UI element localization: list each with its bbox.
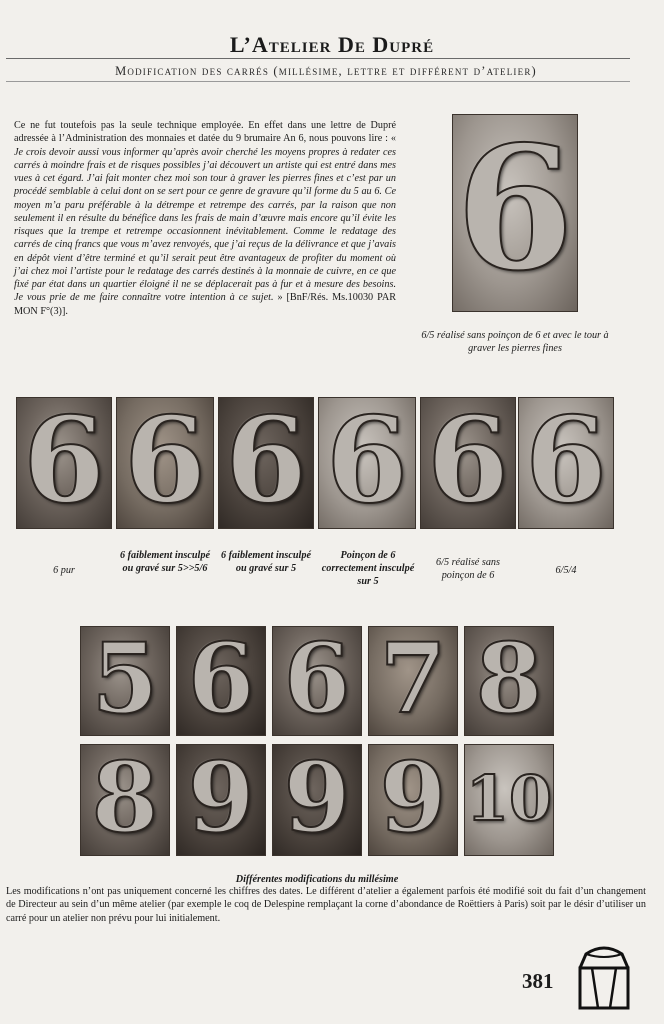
die-photo-digit-10	[464, 744, 554, 856]
die-digit: 9	[283, 744, 351, 855]
subtitle-rule	[6, 81, 630, 82]
die-photo-6-over-5-variant-a	[116, 397, 214, 529]
die-digit: 6	[123, 397, 207, 529]
die-photo-digit-8a	[464, 626, 554, 736]
page-title: L’Atelier De Dupré	[229, 32, 435, 57]
die-digit: 8	[91, 744, 159, 855]
coin-die-photo-large	[452, 114, 578, 312]
die-digit: 10	[465, 762, 553, 836]
body-quote: Je crois devoir aussi vous informer qu’après avoir cherché les moyens propres à redater ces carrés à moindre frais et de risques possibles j’ai découvert un artiste qui est entré dans mes vues à cet égard. J’ai fait monter chez moi son tour à graver les pierres fines et c’est par un procédé semblable à celui dont on se sert pour ce genre de gravure qu’il forme du 5 au 6. Ce moyen m’a paru préférable à la détrempe et retrempe des carrés, par la raison que non seulement il en résulte du bénéfice dans les frais de main d’œuvre mais encore qu’il évite les risques que la trempe et retrempe occasionnent inévitablement. Comme le redatage des carrés de cinq francs que vous m’avez renvoyés, que j’ai reçus de la délivrance et que j’avais en dépôt vient d’être terminé et qu’il serait peut être avantageux de profiter du moment où j’ai chez moi l’artiste pour le redatage des carrés destinés à la monnaie de cuivre, en ce que fixé par état dans un quartier éloigné il ne se déplacerait pas à fur et à mesure des besoins. Je vous prie de me faire connaître votre intention à ce sujet.	[14, 146, 396, 304]
title-rule	[6, 58, 630, 59]
die-digit: 6	[283, 626, 351, 736]
caption-6-over-5-variant-a: 6 faiblement insculpé ou gravé sur 5>>5/6	[120, 550, 210, 574]
die-digit: 5	[91, 626, 159, 736]
die-photo-6-over-5-variant-b	[218, 397, 314, 529]
caption-6-5-4: 6/5/4	[555, 565, 577, 576]
die-photo-digit-8b	[80, 744, 170, 856]
die-photo-digit-9a	[176, 744, 266, 856]
die-photo-digit-7	[368, 626, 458, 736]
die-digit: 6	[426, 397, 510, 529]
die-photo-6-over-5-no-punch	[420, 397, 516, 529]
caption-6-punch-correct: Poinçon de 6 correctement insculpé sur 5	[321, 550, 415, 587]
die-logo-icon	[572, 938, 636, 1014]
die-photo-digit-6a	[176, 626, 266, 736]
footer-paragraph: Les modifications n’ont pas uniquement concerné les chiffres des dates. Le différent d’atelier a également parfois été modifié soit du fait d’un changement de Directeur au sein d’un même atelier (par exemple le coq de Delespine remplaçant la corne d’abondance de Roëttiers à Paris) soit par le désir d’utiliser un carré pour un atelier non prévu pour lui initialement.	[6, 886, 646, 924]
die-digit: 6	[187, 626, 255, 736]
section-subtitle: Modification des carrés (millésime, lettre et différent d’atelier)	[115, 64, 537, 78]
die-digit: 9	[187, 744, 255, 855]
caption-6-pure: 6 pur	[53, 565, 75, 576]
die-photo-digit-5	[80, 626, 170, 736]
die-photo-digit-6b	[272, 626, 362, 736]
caption-6-over-5-variant-b: 6 faiblement insculpé ou gravé sur 5	[221, 550, 311, 574]
body-intro: Ce ne fut toutefois pas la seule technique employée. En effet dans une lettre de Dupré adressée à l’Administration des monnaies et datée du 9 brumaire An 6, nous pouvons lire : «	[14, 120, 396, 145]
die-digit: 8	[475, 626, 543, 736]
caption-6-over-5-no-punch: 6/5 réalisé sans poinçon de 6	[436, 557, 500, 581]
die-photo-6-punch-correct	[318, 397, 416, 529]
die-digit: 6	[224, 397, 308, 529]
large-photo-caption: 6/5 réalisé sans poinçon de 6 et avec le tour à graver les pierres fines	[421, 330, 609, 354]
die-digit: 6	[325, 397, 409, 529]
die-photo-6-5-4	[518, 397, 614, 529]
die-digit: 6	[524, 397, 608, 529]
body-reference: » [BnF/Rés. Ms.10030 PAR MON F°(3)].	[14, 292, 396, 317]
die-photo-digit-9c	[368, 744, 458, 856]
die-digit: 6	[22, 397, 106, 529]
die-photo-digit-9b	[272, 744, 362, 856]
die-digit: 9	[379, 744, 447, 855]
die-digit: 7	[379, 626, 447, 736]
page-number: 381	[522, 969, 554, 993]
grid-caption: Différentes modifications du millésime	[235, 874, 399, 885]
die-photo-6-pure	[16, 397, 112, 529]
die-digit: 6	[455, 114, 575, 309]
body-paragraph	[14, 119, 396, 318]
